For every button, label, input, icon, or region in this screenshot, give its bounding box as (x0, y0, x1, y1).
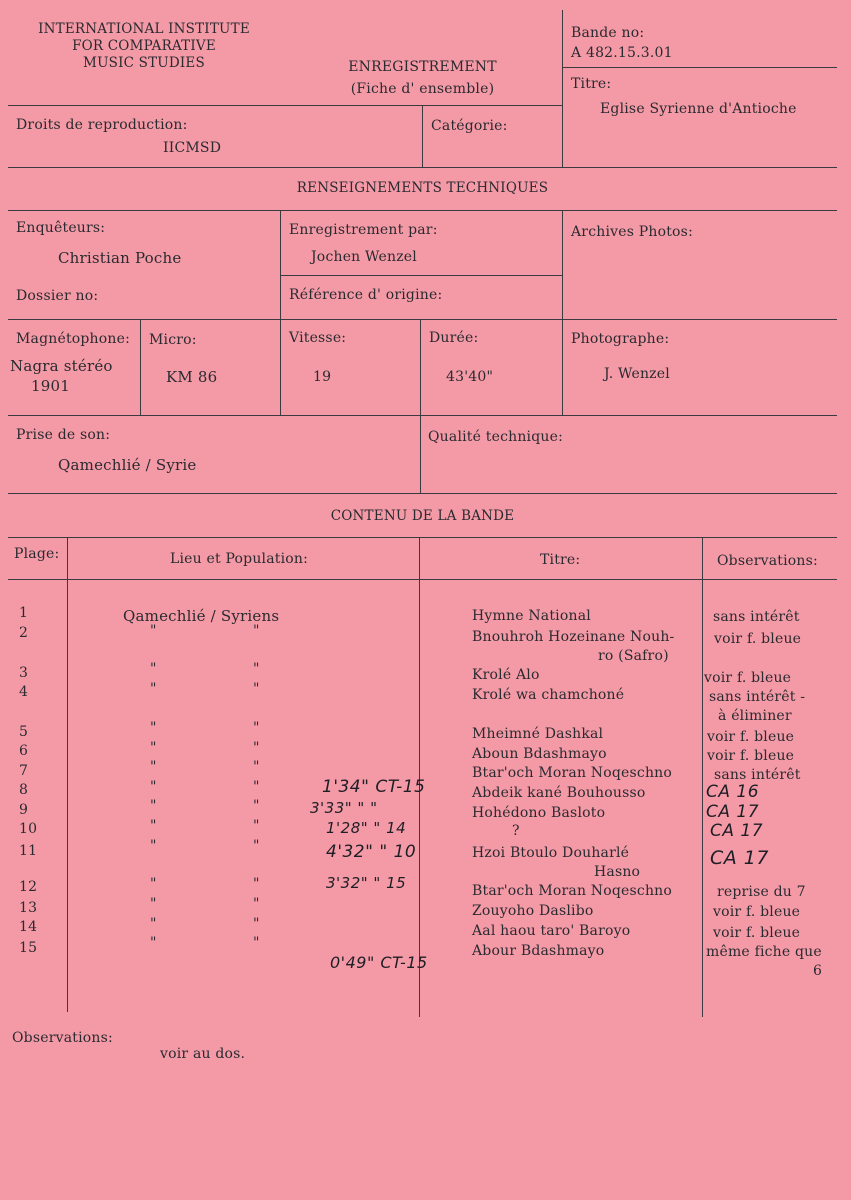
plage-number: 13 (19, 900, 38, 916)
titre-cell: Hymne National (472, 608, 591, 624)
ditto-mark: " (150, 935, 157, 951)
plage-number: 9 (19, 802, 29, 818)
obs-cell: voir f. bleue (713, 904, 801, 920)
ditto-mark: " (253, 818, 260, 834)
titre-cell: Mheimné Dashkal (472, 726, 604, 742)
obs-cell-cont: à éliminer (718, 708, 792, 724)
ditto-mark: " (150, 720, 157, 736)
enregistrement-par-value: Jochen Wenzel (311, 249, 417, 265)
observations-value: voir au dos. (160, 1046, 246, 1062)
obs-cell: voir f. bleue (707, 729, 795, 745)
ditto-mark: " (150, 798, 157, 814)
ditto-mark: " (253, 838, 260, 854)
magnetophone-value-2: 1901 (31, 377, 70, 395)
form-title: ENREGISTREMENT (348, 59, 497, 75)
ditto-mark: " (150, 779, 157, 795)
obs-cell: voir f. bleue (713, 925, 801, 941)
qualite-label: Qualité technique: (428, 429, 564, 445)
titre-cell: Aal haou taro' Baroyo (472, 923, 631, 939)
magnetophone-label: Magnétophone: (16, 331, 131, 347)
ditto-mark: " (150, 759, 157, 775)
titre-cell: Hzoi Btoulo Douharlé (472, 845, 630, 861)
ditto-mark: " (150, 838, 157, 854)
prise-value: Qamechlié / Syrie (58, 456, 197, 474)
bande-value: A 482.15.3.01 (571, 45, 673, 61)
plage-number: 11 (19, 843, 38, 859)
titre-cell: Aboun Bdashmayo (472, 746, 607, 762)
titre-cell: ? (512, 823, 520, 839)
plage-number: 15 (19, 940, 38, 956)
titre-cell: Krolé Alo (472, 667, 540, 683)
titre-value: Eglise Syrienne d'Antioche (600, 101, 797, 117)
plage-number: 4 (19, 684, 29, 700)
form-subtitle: (Fiche d' ensemble) (350, 81, 495, 97)
titre-cell: Btar'och Moran Noqeschno (472, 883, 673, 899)
obs-cell: reprise du 7 (717, 884, 806, 900)
categorie-label: Catégorie: (431, 118, 508, 134)
titre-cell: Krolé wa chamchoné (472, 687, 625, 703)
photographe-label: Photographe: (571, 331, 670, 347)
obs-cell: voir f. bleue (704, 670, 792, 686)
prise-label: Prise de son: (16, 427, 111, 443)
ditto-mark: " (253, 720, 260, 736)
handwritten-extra-time: 0'49" CT-15 (330, 953, 428, 972)
titre-cell: Zouyoho Daslibo (472, 903, 594, 919)
obs-cell-handwritten: CA 16 (706, 782, 760, 802)
plage-number: 7 (19, 763, 29, 779)
obs-cell-cont: 6 (813, 963, 823, 979)
titre-label: Titre: (571, 76, 612, 92)
magnetophone-value-1: Nagra stéréo (10, 357, 113, 375)
col-lieu-header: Lieu et Population: (170, 551, 309, 567)
obs-cell-handwritten: CA 17 (706, 802, 760, 822)
ditto-mark: " (253, 623, 260, 639)
titre-cell: Bnouhroh Hozeinane Nouh- (472, 629, 675, 645)
ditto-mark: " (253, 779, 260, 795)
ditto-mark: " (150, 623, 157, 639)
vitesse-value: 19 (313, 369, 332, 385)
ditto-mark: " (150, 661, 157, 677)
institute-line-2: FOR COMPARATIVE (72, 38, 216, 54)
obs-cell: sans intérêt (713, 609, 800, 625)
obs-cell: voir f. bleue (714, 631, 802, 647)
ditto-mark: " (150, 818, 157, 834)
ditto-mark: " (150, 876, 157, 892)
obs-cell-handwritten: CA 17 (710, 821, 764, 841)
ditto-mark: " (253, 740, 260, 756)
plage-number: 5 (19, 724, 29, 740)
handwritten-time: 1'34" CT-15 (322, 777, 426, 797)
institute-line-1: INTERNATIONAL INSTITUTE (38, 21, 250, 37)
plage-number: 1 (19, 605, 29, 621)
plage-number: 12 (19, 879, 38, 895)
plage-number: 10 (19, 821, 38, 837)
observations-label: Observations: (12, 1030, 113, 1046)
ditto-mark: " (253, 759, 260, 775)
obs-cell-handwritten: CA 17 (710, 847, 769, 869)
col-titre-header: Titre: (540, 552, 581, 568)
plage-number: 14 (19, 919, 38, 935)
ditto-mark: " (253, 876, 260, 892)
plage-number: 6 (19, 743, 29, 759)
section-technical-title: RENSEIGNEMENTS TECHNIQUES (296, 180, 549, 196)
enregistrement-par-label: Enregistrement par: (289, 222, 438, 238)
institute-line-3: MUSIC STUDIES (83, 55, 205, 71)
institute-name (14, 21, 274, 72)
micro-value: KM 86 (166, 368, 218, 386)
obs-cell: sans intérêt (714, 767, 801, 783)
section-contents-title: CONTENU DE LA BANDE (330, 508, 515, 524)
handwritten-time: 3'33" " " (310, 799, 378, 817)
ditto-mark: " (253, 916, 260, 932)
titre-cell: Abdeik kané Bouhousso (472, 785, 646, 801)
droits-label: Droits de reproduction: (16, 117, 188, 133)
lieu-cell: Qamechlié / Syriens (123, 607, 280, 625)
plage-number: 8 (19, 782, 29, 798)
dossier-label: Dossier no: (16, 288, 99, 304)
handwritten-time: 3'32" " 15 (326, 874, 407, 892)
ditto-mark: " (253, 798, 260, 814)
ditto-mark: " (150, 740, 157, 756)
titre-cell: Abour Bdashmayo (472, 943, 605, 959)
handwritten-time: 4'32" " 10 (326, 842, 417, 862)
enqueteurs-label: Enquêteurs: (16, 220, 106, 236)
titre-cell-cont: ro (Safro) (598, 648, 669, 664)
handwritten-time: 1'28" " 14 (326, 819, 407, 837)
ditto-mark: " (150, 681, 157, 697)
obs-cell: même fiche que (706, 944, 822, 960)
plage-number: 2 (19, 625, 29, 641)
ditto-mark: " (253, 896, 260, 912)
obs-cell: voir f. bleue (707, 748, 795, 764)
titre-cell: Hohédono Basloto (472, 805, 606, 821)
duree-label: Durée: (429, 330, 479, 346)
ditto-mark: " (150, 896, 157, 912)
reference-label: Référence d' origine: (289, 287, 443, 303)
col-plage-header: Plage: (14, 546, 60, 562)
archives-label: Archives Photos: (571, 224, 693, 240)
ditto-mark: " (253, 681, 260, 697)
ditto-mark: " (253, 935, 260, 951)
micro-label: Micro: (149, 332, 197, 348)
plage-number: 3 (19, 665, 29, 681)
enqueteurs-value: Christian Poche (58, 249, 182, 267)
ditto-mark: " (253, 661, 260, 677)
col-obs-header: Observations: (717, 553, 818, 569)
bande-label: Bande no: (571, 25, 645, 41)
duree-value: 43'40" (446, 369, 494, 385)
ditto-mark: " (150, 916, 157, 932)
vitesse-label: Vitesse: (289, 330, 347, 346)
titre-cell-cont: Hasno (594, 864, 641, 880)
titre-cell: Btar'och Moran Noqeschno (472, 765, 673, 781)
obs-cell: sans intérêt - (709, 689, 806, 705)
droits-value: IICMSD (163, 140, 222, 156)
photographe-value: J. Wenzel (604, 366, 670, 382)
